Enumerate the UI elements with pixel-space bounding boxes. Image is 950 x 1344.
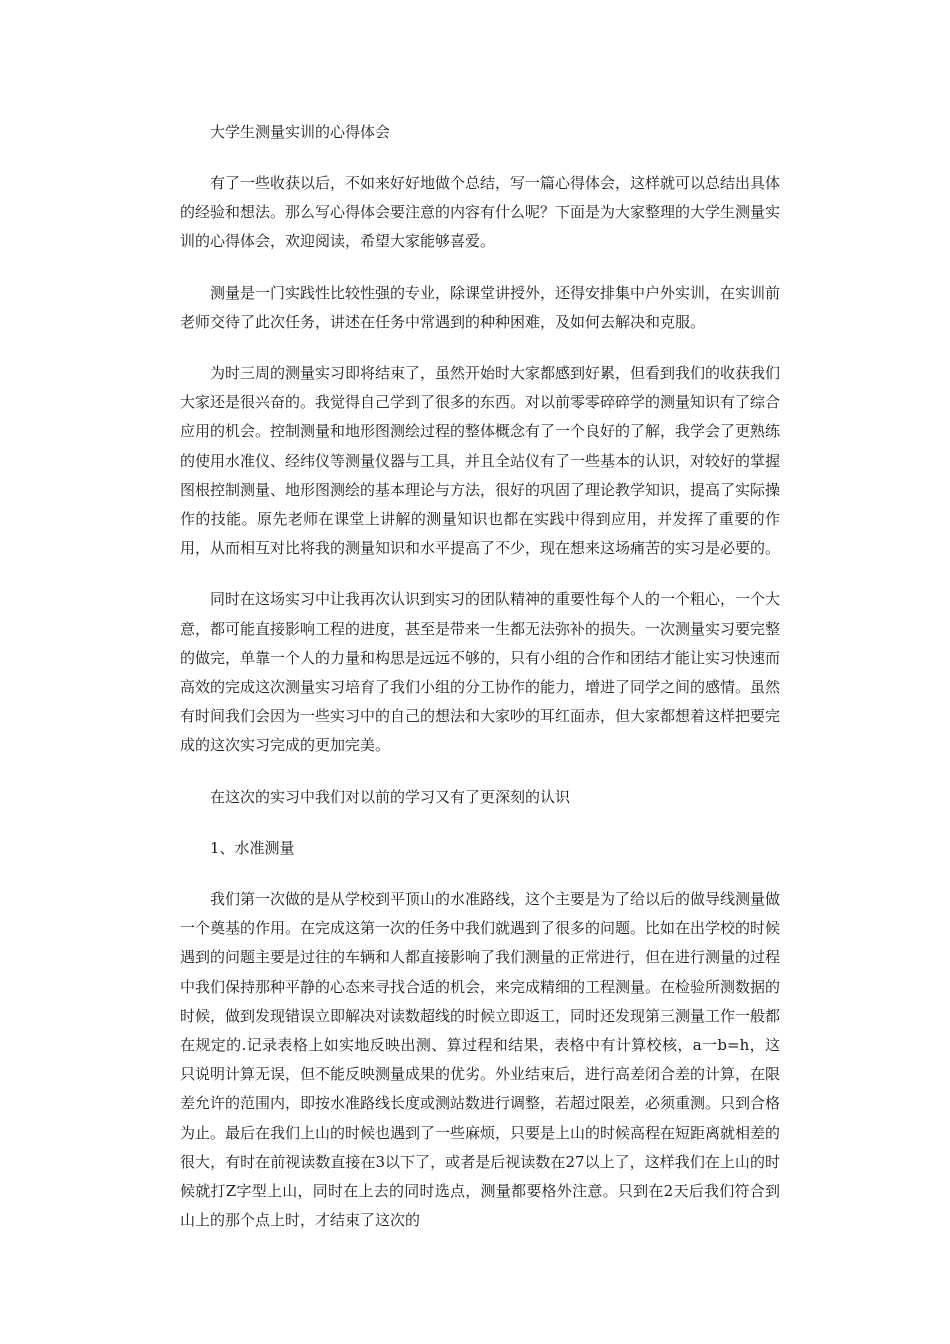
document-page <box>180 118 780 1236</box>
document-title: 大学生测量实训的心得体会 <box>210 123 391 141</box>
paragraph-three-weeks: 为时三周的测量实习即将结束了，虽然开始时大家都感到好累，但看到我们的收获我们大家还是很兴奋的。我觉得自己学到了很多的东西。对以前零零碎碎学的测量知识有了综合应用的机会。控制测量和地形图测绘过程的整体概念有了一个良好的了解，我学会了更熟练的使用水准仪、经纬仪等测量仪器与工具，并且全站仪有了一些基本的认识，对较好的掌握图根控制测量、地形图测绘的基本理论与方法，很好的巩固了理论教学知识，提高了实际操作的技能。原先老师在课堂上讲解的测量知识也都在实践中得到应用，并发挥了重要的作用，从而相互对比将我的测量知识和水平提高了不少，现在想来这场痛苦的实习是必要的。 <box>180 364 781 558</box>
paragraph-deeper-understanding: 在这次的实习中我们对以前的学习又有了更深刻的认识 <box>210 787 571 806</box>
paragraph-leveling: 我们第一次做的是从学校到平顶山的水准路线，这个主要是为了给以后的做导线测量做一个奠基的作用。在完成这第一次的任务中我们就遇到了很多的问题。比如在出学校的时候遇到的问题主要是过往的车辆和人都直接影响了我们测量的正常进行，但在进行测量的过程中我们保持那种平静的心态来寻找合适的机会，来完成精细的工程测量。在检验所测数据的时候，做到发现错误立即解决对读数超线的时候立即返工，同时还发现第三测量工作一般都在规定的.记录表格上如实地反映出测、算过程和结果，表格中有计算校核，a一b=h，这只说明计算无误，但不能反映测量成果的优劣。外业结束后，进行高差闭合差的计算，在限差允许的范围内，即按水准路线长度或测站数进行调整，若超过限差，必须重测。只到合格为止。最后在我们上山的时候也遇到了一些麻烦，只要是上山的时候高程在短距离就相差的很大，有时在前视读数直接在3以下了，或者是后视读数在27以上了，这样我们在上山的时候就打Z字型上山，同时在上去的同时选点，测量都要格外注意。只到在2天后我们符合到山上的那个点上时，才结束了这次的 <box>180 890 781 1230</box>
section-heading-leveling: 1、水准测量 <box>210 838 295 857</box>
paragraph-teamwork: 同时在这场实习中让我再次认识到实习的团队精神的重要性每个人的一个粗心，一个大意，都可能直接影响工程的进度，甚至是带来一生都无法弥补的损失。一次测量实习要完整的做完，单靠一个人的力量和构思是远远不够的，只有小组的合作和团结才能让实习快速而高效的完成这次测量实习培育了我们小组的分工协作的能力，增进了同学之间的感情。虽然有时间我们会因为一些实习中的自己的想法和大家吵的耳红面赤，但大家都想着这样把要完成的这次实习完成的更加完美。 <box>180 590 781 755</box>
paragraph-intro: 有了一些收获以后，不如来好好地做个总结，写一篇心得体会，这样就可以总结出具体的经验和想法。那么写心得体会要注意的内容有什么呢？下面是为大家整理的大学生测量实训的心得体会，欢迎阅读，希望大家能够喜爱。 <box>180 174 781 251</box>
paragraph-overview: 测量是一门实践性比较性强的专业，除课堂讲授外，还得安排集中户外实训，在实训前老师交待了此次任务，讲述在任务中常遇到的种种困难，及如何去解决和克服。 <box>180 283 781 331</box>
